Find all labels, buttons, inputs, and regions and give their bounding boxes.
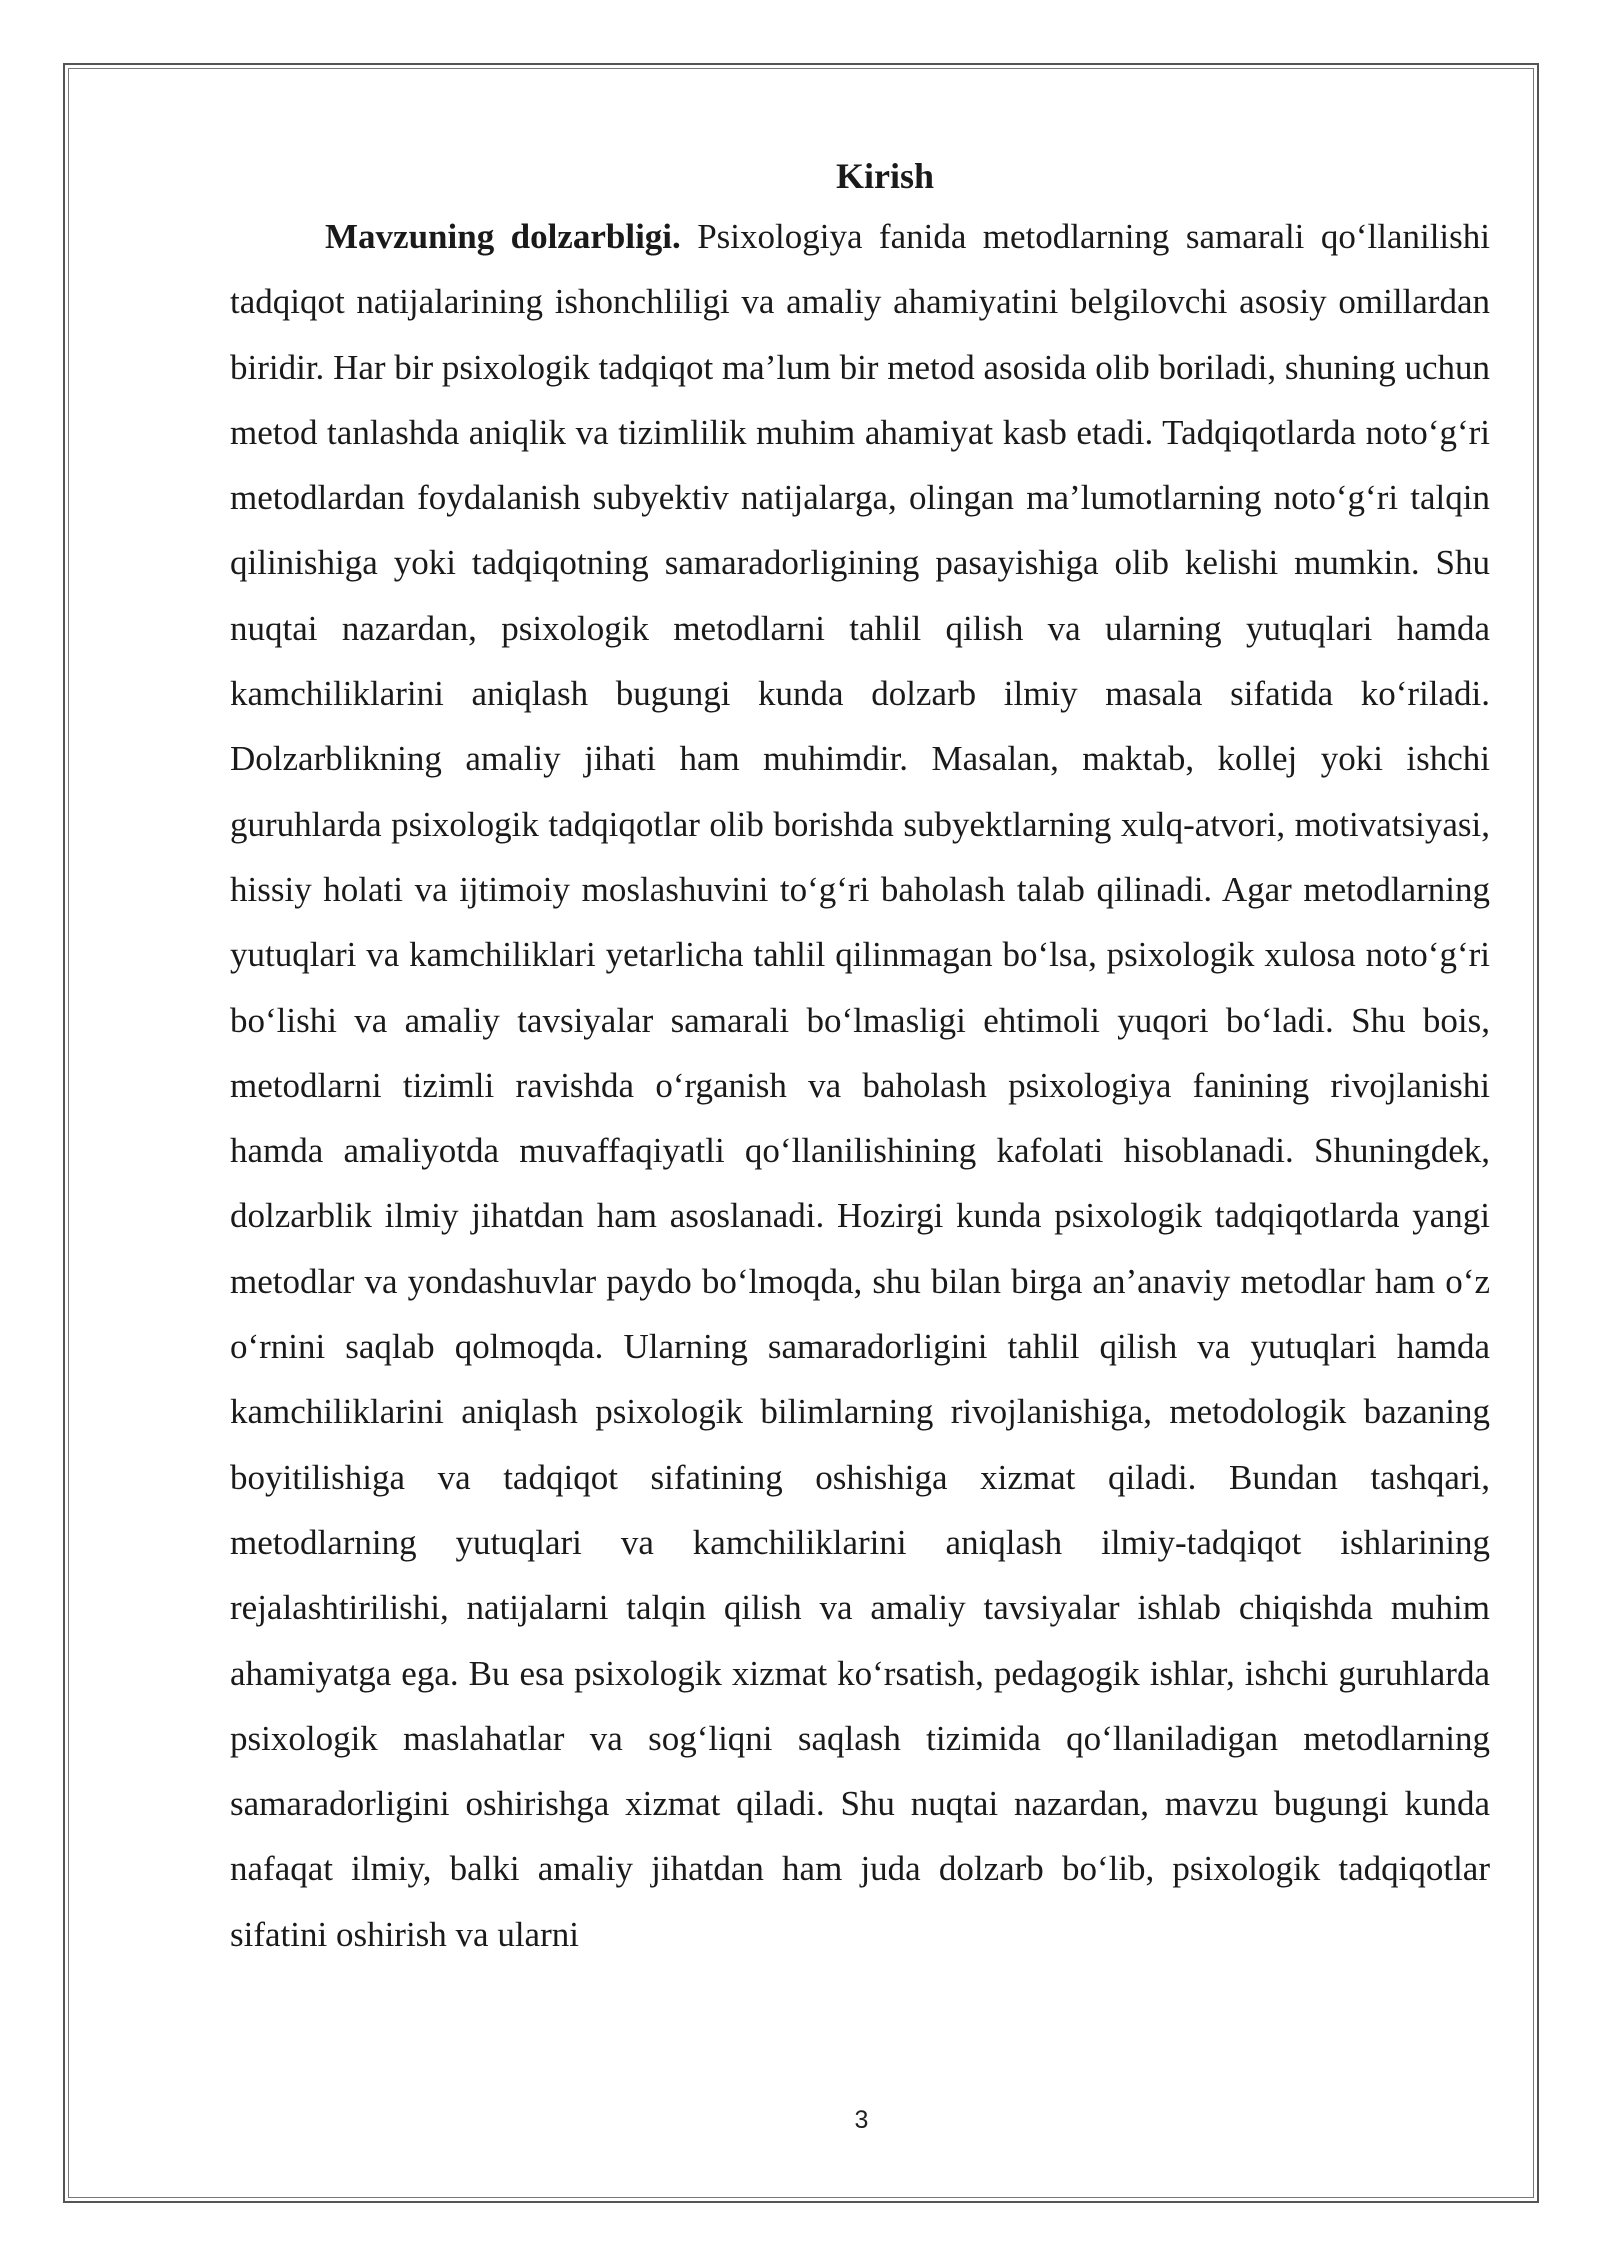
document-body: [230, 148, 1490, 1967]
section-title: Kirish: [835, 156, 934, 196]
lead-heading: Mavzuning dolzarbligi.: [325, 217, 681, 256]
page-number: 3: [854, 2106, 869, 2134]
paragraph: [230, 204, 1490, 1967]
paragraph-text: Psixologiya fanida metodlarning samarali qo‘llanilishi tadqiqot natijalarining ishonchliligi va amaliy ahamiyatini belgilovchi asosiy omillardan biridir. Har bir psixologik tadqiqot ma’lum bir metod asosida olib boriladi, shuning uchun metod tanlashda aniqlik va tizimlilik muhim ahamiyat kasb etadi. Tadqiqotlarda noto‘g‘ri metodlardan foydalanish subyektiv natijalarga, olingan ma’lumotlarning noto‘g‘ri talqin qilinishiga yoki tadqiqotning samaradorligining pasayishiga olib kelishi mumkin. Shu nuqtai nazardan, psixologik metodlarni tahlil qilish va ularning yutuqlari hamda kamchiliklarini aniqlash bugungi kunda dolzarb ilmiy masala sifatida ko‘riladi. Dolzarblikning amaliy jihati ham muhimdir. Masalan, maktab, kollej yoki ishchi guruhlarda psixologik tadqiqotlar olib borishda subyektlarning xulq-atvori, motivatsiyasi, hissiy holati va ijtimoiy moslashuvini to‘g‘ri baholash talab qilinadi. Agar metodlarning yutuqlari va kamchiliklari yetarlicha tahlil qilinmagan bo‘lsa, psixologik xulosa noto‘g‘ri bo‘lishi va amaliy tavsiyalar samarali bo‘lmasligi ehtimoli yuqori bo‘ladi. Shu bois, metodlarni tizimli ravishda o‘rganish va baholash psixologiya fanining rivojlanishi hamda amaliyotda muvaffaqiyatli qo‘llanilishining kafolati hisoblanadi. Shuningdek, dolzarblik ilmiy jihatdan ham asoslanadi. Hozirgi kunda psixologik tadqiqotlarda yangi metodlar va yondashuvlar paydo bo‘lmoqda, shu bilan birga an’anaviy metodlar ham o‘z o‘rnini saqlab qolmoqda. Ularning samaradorligini tahlil qilish va yutuqlari hamda kamchiliklarini aniqlash psixologik bilimlarning rivojlanishiga, metodologik bazaning boyitilishiga va tadqiqot sifatining oshishiga xizmat qiladi. Bundan tashqari, metodlarning yutuqlari va kamchiliklarini aniqlash ilmiy-tadqiqot ishlarining rejalashtirilishi, natijalarni talqin qilish va amaliy tavsiyalar ishlab chiqishda muhim ahamiyatga ega. Bu esa psixologik xizmat ko‘rsatish, pedagogik ishlar, ishchi guruhlarda psixologik maslahatlar va sog‘liqni saqlash tizimida qo‘llaniladigan metodlarning samaradorligini oshirishga xizmat qiladi. Shu nuqtai nazardan, mavzu bugungi kunda nafaqat ilmiy, balki amaliy jihatdan ham juda dolzarb bo‘lib, psixologik tadqiqotlar sifatini oshirish va ularni: [230, 217, 1490, 1954]
